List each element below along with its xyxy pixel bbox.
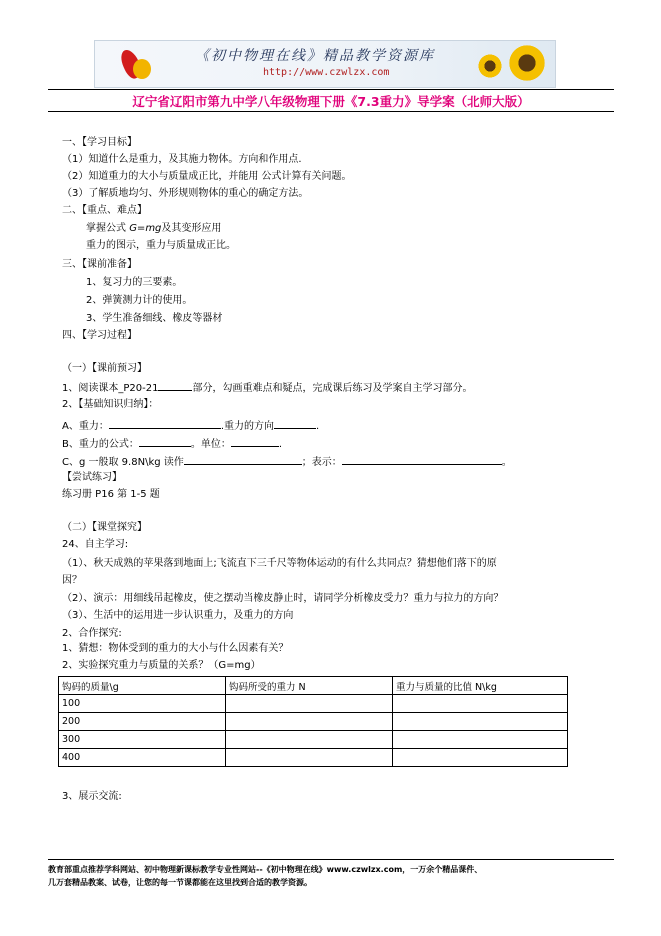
- text-line: （1）、秋天成熟的苹果落到地面上;飞流直下三千尺等物体运动的有什么共同点？猜想他们落下的原: [62, 558, 497, 569]
- subsection-heading: （一）【课前预习】: [62, 363, 147, 374]
- text-line: 练习册 P16 第 1-5 题: [62, 489, 160, 500]
- text-line: 2、【基础知识归纳】：: [62, 399, 159, 410]
- text-line: [62, 418, 319, 434]
- subsection-heading: 【尝试练习】: [62, 472, 122, 483]
- table-row: [59, 749, 568, 767]
- table-cell[interactable]: [226, 749, 393, 767]
- text-line: 2、实验探究重力与质量的关系？（G=mg）: [62, 660, 261, 671]
- text-line: 1、复习力的三要素。: [86, 277, 183, 288]
- table-row: [59, 695, 568, 713]
- column-header: 钩码的质量\g: [59, 677, 226, 695]
- text-line: 24、自主学习:: [62, 539, 129, 550]
- fill-blank[interactable]: [184, 454, 302, 465]
- fill-blank[interactable]: [342, 454, 502, 465]
- text-fragment: 。单位：: [190, 439, 231, 450]
- table-cell[interactable]: [393, 731, 568, 749]
- fill-blank[interactable]: [139, 436, 191, 447]
- header-banner: [94, 40, 556, 88]
- column-header: 钩码所受的重力 N: [226, 677, 393, 695]
- logo-yellow-shape: [133, 59, 151, 79]
- section-heading: 二、【重点、难点】: [62, 205, 147, 216]
- text-fragment: 部分，勾画重难点和疑点，完成课后练习及学案自主学习部分。: [192, 383, 473, 394]
- table-cell: 300: [59, 731, 226, 749]
- text-line: （2）、演示：用细线吊起橡皮，使之摆动当橡皮静止时，请同学分析橡皮受力？重力与拉力的方向？: [62, 593, 504, 604]
- table-cell: 100: [59, 695, 226, 713]
- table-cell[interactable]: [393, 749, 568, 767]
- text-line: （3）、生活中的运用进一步认识重力，及重力的方向: [62, 610, 294, 621]
- table-cell[interactable]: [226, 695, 393, 713]
- fill-blank[interactable]: [109, 418, 221, 429]
- section-heading: 三、【课前准备】: [62, 259, 137, 270]
- footer-line: 几万套精品教案、试卷，让您的每一节课都能在这里找到合适的教学资源。: [48, 878, 312, 887]
- text-fragment: C、g 一般取 9.8N\kg 读作: [62, 457, 184, 468]
- text-line: [62, 436, 282, 452]
- sunflower-icon: [507, 43, 547, 83]
- text-line: 1、猜想：物体受到的重力的大小与什么因素有关？: [62, 643, 289, 654]
- text-line: （3）了解质地均匀、外形规则物体的重心的确定方法。: [62, 188, 309, 199]
- text-line: 3、学生准备细线、橡皮等器材: [86, 313, 223, 324]
- text-fragment: 及其变形应用: [161, 223, 222, 234]
- divider: [48, 111, 614, 112]
- footer-line: 教育部重点推荐学科网站、初中物理新课标教学专业性网站--《初中物理在线》www.czwlzx.com，一万余个精品课件、: [48, 865, 483, 874]
- column-header: 重力与质量的比值 N\kg: [393, 677, 568, 695]
- page-title: 辽宁省辽阳市第九中学八年级物理下册《7.3重力》导学案（北师大版）: [132, 94, 530, 109]
- text-line: [62, 380, 472, 396]
- text-fragment: B、重力的公式：: [62, 439, 139, 450]
- text-fragment: 掌握公式: [86, 223, 130, 234]
- text-line: [62, 454, 512, 470]
- sunflower-icon: [477, 53, 503, 79]
- section-heading: 四、【学习过程】: [62, 330, 137, 341]
- text-fragment: ；表示：: [301, 457, 342, 468]
- text-line: 3、展示交流:: [62, 791, 122, 802]
- divider: [48, 89, 614, 90]
- fill-blank[interactable]: [231, 436, 279, 447]
- section-heading: 一、【学习目标】: [62, 137, 137, 148]
- divider: [48, 859, 614, 860]
- text-line: [86, 222, 221, 236]
- text-fragment: 1、阅读课本_P20-21: [62, 383, 159, 394]
- table-cell[interactable]: [226, 731, 393, 749]
- text-line: 重力的图示，重力与质量成正比。: [86, 240, 236, 251]
- subsection-heading: （二）【课堂探究】: [62, 522, 147, 533]
- fill-blank[interactable]: [158, 380, 192, 391]
- text-line: （1）知道什么是重力，及其施力物体。方向和作用点.: [62, 154, 302, 165]
- text-line: 2、弹簧测力计的使用。: [86, 295, 193, 306]
- text-line: 2、合作探究:: [62, 628, 122, 639]
- text-fragment: A、重力：: [62, 421, 109, 432]
- text-line: （2）知道重力的大小与质量成正比，并能用 公式计算有关问题。: [62, 171, 352, 182]
- table-row: [59, 731, 568, 749]
- data-table: [58, 676, 568, 767]
- text-fragment: 。: [501, 457, 512, 468]
- text-fragment: .重力的方向: [220, 421, 275, 432]
- table-cell: 200: [59, 713, 226, 731]
- table-cell[interactable]: [393, 695, 568, 713]
- table-cell: 400: [59, 749, 226, 767]
- table-row: [59, 713, 568, 731]
- table-header-row: [59, 677, 568, 695]
- text-line: 因？: [62, 575, 82, 586]
- banner-title: 《初中物理在线》精品教学资源库: [195, 48, 435, 64]
- text-fragment: .: [278, 439, 283, 450]
- fill-blank[interactable]: [274, 418, 316, 429]
- text-fragment: .: [316, 421, 320, 432]
- banner-url: http://www.czwlzx.com: [263, 67, 390, 78]
- formula: G=mg: [129, 223, 162, 234]
- table-cell[interactable]: [226, 713, 393, 731]
- table-cell[interactable]: [393, 713, 568, 731]
